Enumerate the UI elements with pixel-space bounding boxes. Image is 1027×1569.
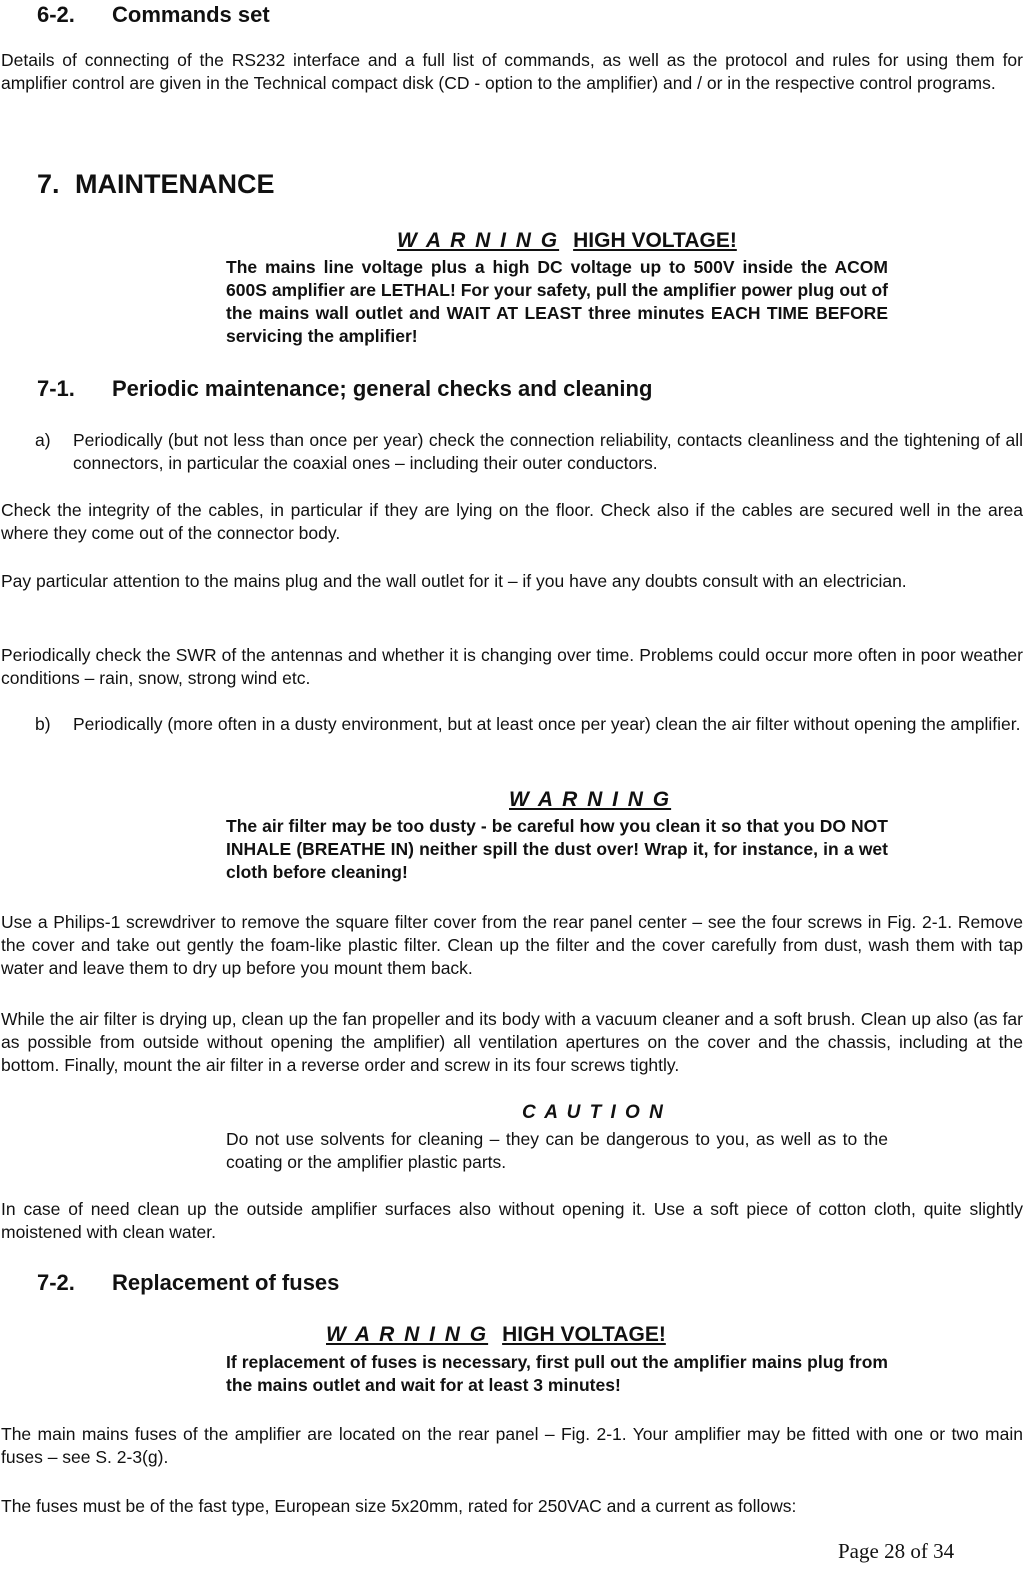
list-marker: b) xyxy=(35,714,51,734)
warning-air-filter-title xyxy=(509,788,671,812)
outside-cleaning-paragraph: In case of need clean up the outside amplifier surfaces also without opening it. Use a soft piece of cotton cloth, quite slightly moistened with clean water. xyxy=(1,1199,1023,1242)
list-marker: a) xyxy=(35,430,51,450)
warning-high-voltage-text: The mains line voltage plus a high DC voltage up to 500V inside the ACOM 600S amplifier are LETHAL! For your safety, pull the amplifier power plug out of the mains wall outlet and WAIT AT LEAST three minutes EACH TIME BEFORE servicing the amplifier! xyxy=(226,257,888,346)
list-item-text: Periodically (more often in a dusty environment, but at least once per year) clean the air filter without opening the amplifier. xyxy=(73,714,1021,734)
section-7-1-heading xyxy=(37,376,653,402)
cables-paragraph: Check the integrity of the cables, in particular if they are lying on the floor. Check also if the cables are secured well in the area where they come out of the connector body. xyxy=(1,500,1023,543)
high-voltage-label: HIGH VOLTAGE! xyxy=(502,1323,666,1346)
filter-removal-paragraph: Use a Philips-1 screwdriver to remove the square filter cover from the rear panel center – see the four screws in Fig. 2-1. Remove the cover and take out gently the foam-like plastic filter. Clean up the filter and the cover carefully from dust, wash them with tap water and leave them to dry up before you mount them back. xyxy=(1,912,1023,978)
swr-paragraph: Periodically check the SWR of the antennas and whether it is changing over time. Problems could occur more often in poor weather conditions – rain, snow, strong wind etc. xyxy=(1,645,1023,688)
chapter-title: MAINTENANCE xyxy=(75,169,275,199)
warning-word: W A R N I N G xyxy=(509,788,672,811)
commands-set-paragraph: Details of connecting of the RS232 interface and a full list of commands, as well as the protocol and rules for using them for amplifier control are given in the Technical compact disk (CD - option to the amplifier) and / or in the respective control programs. xyxy=(1,50,1023,93)
warning-air-filter-text: The air filter may be too dusty - be careful how you clean it so that you DO NOT INHALE (BREATHE IN) neither spill the dust over! Wrap it, for instance, in a wet cloth before cleaning! xyxy=(226,816,888,882)
fan-cleaning-paragraph: While the air filter is drying up, clean up the fan propeller and its body with a vacuum cleaner and a soft brush. Clean up also (as far as possible from outside without opening the amplifier) all ventilation apertures on the cover and the chassis, including at the bottom. Finally, mount the air filter in a reverse order and screw in its four screws tightly. xyxy=(1,1009,1023,1075)
section-number: 6-2. xyxy=(37,2,75,27)
chapter-number: 7. xyxy=(37,169,60,199)
warning-word: W A R N I N G xyxy=(397,229,560,252)
fuse-location-paragraph: The main mains fuses of the amplifier are located on the rear panel – Fig. 2-1. Your amplifier may be fitted with one or two main fuses – see S. 2-3(g). xyxy=(1,1424,1023,1467)
section-number: 7-2. xyxy=(37,1270,75,1295)
caution-title xyxy=(522,1102,665,1124)
high-voltage-label: HIGH VOLTAGE! xyxy=(573,229,737,252)
list-item-b xyxy=(35,713,1023,736)
warning-fuses-title xyxy=(326,1323,666,1347)
list-item-text: Periodically (but not less than once per year) check the connection reliability, contacts cleanliness and the tightening of all connectors, in particular the coaxial ones – including their outer conductors. xyxy=(73,430,1023,473)
list-item-a xyxy=(35,429,1023,475)
section-7-2-heading xyxy=(37,1270,340,1296)
chapter-7-heading xyxy=(37,169,275,200)
warning-high-voltage-title xyxy=(397,229,737,253)
section-title: Commands set xyxy=(112,2,270,27)
section-number: 7-1. xyxy=(37,376,75,401)
warning-fuses-text: If replacement of fuses is necessary, first pull out the amplifier mains plug from the mains outlet and wait for at least 3 minutes! xyxy=(226,1352,888,1395)
fuse-type-paragraph: The fuses must be of the fast type, European size 5x20mm, rated for 250VAC and a current as follows: xyxy=(1,1496,797,1516)
caution-word: C A U T I O N xyxy=(522,1102,665,1123)
warning-word: W A R N I N G xyxy=(326,1323,489,1346)
section-title: Replacement of fuses xyxy=(112,1270,340,1295)
mains-plug-paragraph: Pay particular attention to the mains plug and the wall outlet for it – if you have any doubts consult with an electrician. xyxy=(1,571,907,591)
section-title: Periodic maintenance; general checks and cleaning xyxy=(112,376,653,401)
caution-text: Do not use solvents for cleaning – they can be dangerous to you, as well as to the coating or the amplifier plastic parts. xyxy=(226,1129,888,1172)
page-number: Page 28 of 34 xyxy=(838,1539,955,1563)
section-6-2-heading xyxy=(37,2,270,28)
